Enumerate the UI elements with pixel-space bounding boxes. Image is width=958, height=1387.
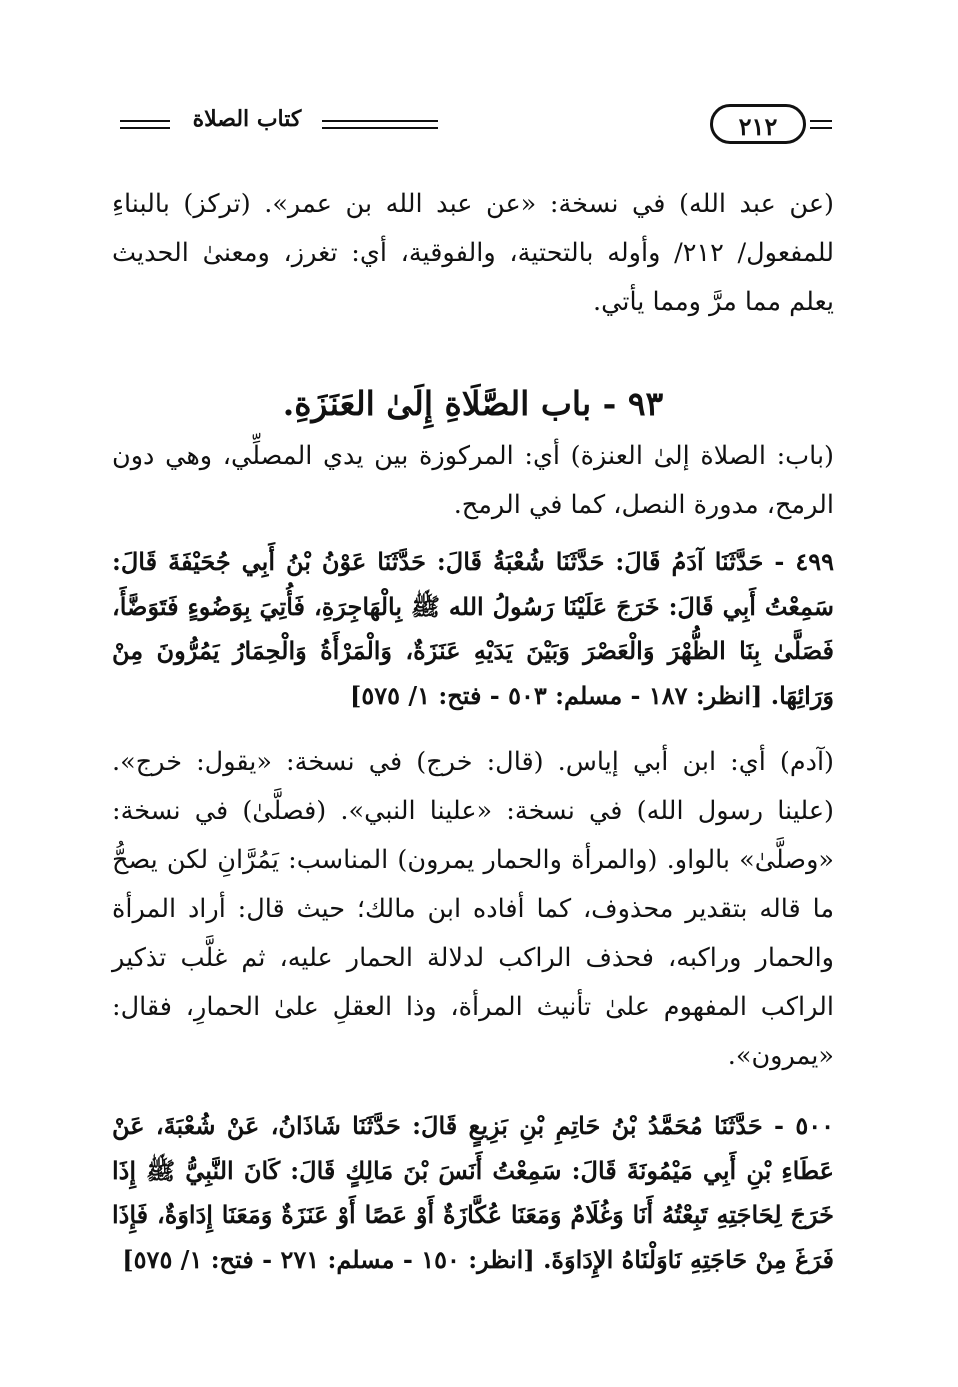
intro-commentary: (عن عبد الله) في نسخة: «عن عبد الله بن عمر». (تركز) بالبناءِ للمفعول/ ٢١٢/ وأوله بالتحتية، والفوقية، أي: تغرز، ومعنىٰ الحديث يعلم مما مرَّ ومما يأتي. bbox=[112, 189, 834, 317]
hadith-499: ٤٩٩ - حَدَّثَنَا آدَمُ قَالَ: حَدَّثَنَا شُعْبَةُ قَالَ: حَدَّثَنَا عَوْنُ بْنُ أَبِي جُحَيْفَةَ قَالَ: سَمِعْتُ أَبِي قَالَ: خَرَجَ عَلَيْنَا رَسُولُ الله ﷺ بِالْهَاجِرَةِ، فَأُتِيَ بِوَضُوءٍ فَتَوَضَّأَ، فَصَلَّىٰ بِنَا الظُّهْرَ وَالْعَصْرَ وَبَيْنَ يَدَيْهِ عَنَزَةٌ، وَالْمَرْأَةُ وَالْحِمَارُ يَمُرُّونَ مِنْ وَرَائِهَا. [انظر: ١٨٧ - مسلم: ٥٠٣ - فتح: ١/ ٥٧٥] bbox=[112, 547, 834, 710]
page-header bbox=[110, 104, 832, 152]
chapter-title: ٩٣ - باب الصَّلَاةِ إِلَىٰ العَنَزَةِ. bbox=[282, 384, 664, 423]
header-rule-right bbox=[810, 118, 832, 132]
header-rule-middle bbox=[322, 118, 438, 132]
commentary-499: (آدم) أي: ابن أبي إياس. (قال: خرج) في نسخة: «يقول: خرج». (علينا رسول الله) في نسخة: «علينا النبي». (فصلَّىٰ) في نسخة: «وصلَّىٰ» بالواو. (والمرأة والحمار يمرون) المناسب: يَمُرَّانِ لكن يصحُّ ما قاله بتقدير محذوف، كما أفاده ابن مالك؛ حيث قال: أراد المرأة والحمار وراكبه، فحذف الراكب لدلالة الحمار عليه، ثم غلَّب تذكير الراكب المفهوم علىٰ تأنيث المرأة، وذا العقلِ علىٰ الحمارِ، فقال: «يمرون». bbox=[112, 747, 834, 1071]
hadith-500: ٥٠٠ - حَدَّثَنَا مُحَمَّدُ بْنُ حَاتِمِ بْنِ بَزِيعٍ قَالَ: حَدَّثَنَا شَاذَانُ، عَنْ شُعْبَةَ، عَنْ عَطَاءِ بْنِ أَبِي مَيْمُونَةَ قَالَ: سَمِعْتُ أَنَسَ بْنَ مَالِكٍ قَالَ: كَانَ النَّبِيُّ ﷺ إِذَا خَرَجَ لِحَاجَتِهِ تَبِعْتُهُ أَنَا وَغُلَامٌ وَمَعَنَا عُكَّازَةٌ أَوْ عَصًا أَوْ عَنَزَةٌ وَمَعَنَا إِدَاوَةٌ، فَإِذَا فَرَغَ مِنْ حَاجَتِهِ نَاوَلْنَاهُ الإِدَاوَةَ. [انظر: ١٥٠ - مسلم: ٢٧١ - فتح: ١/ ٥٧٥] bbox=[112, 1111, 835, 1274]
header-rule-left bbox=[120, 118, 170, 132]
book-title: كتاب الصلاة bbox=[192, 106, 302, 132]
chapter-commentary: (باب: الصلاة إلىٰ العنزة) أي: المركوزة بين يدي المصلِّي، وهي دون الرمح، مدورة النصل، كما في الرمح. bbox=[112, 441, 834, 520]
page-number: ٢١٢ bbox=[710, 104, 806, 144]
